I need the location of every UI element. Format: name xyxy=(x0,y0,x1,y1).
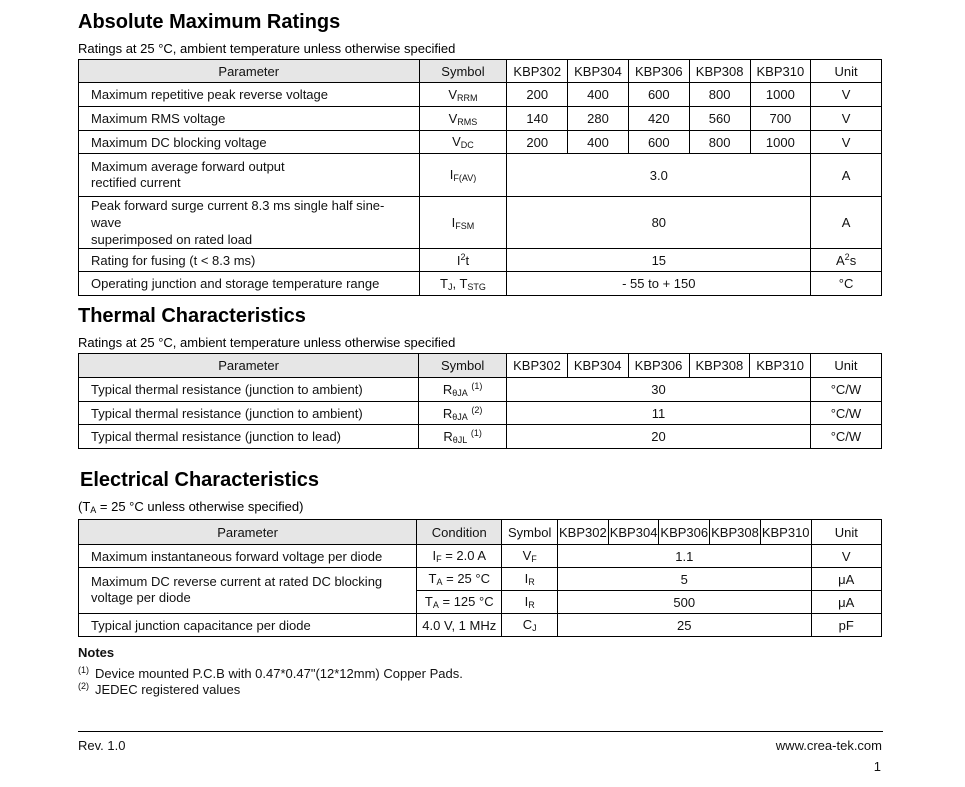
col-header: Symbol xyxy=(502,520,558,545)
table-row xyxy=(79,83,882,107)
param-cell: Operating junction and storage temperature range xyxy=(79,272,420,296)
value-cell: 1000 xyxy=(750,83,811,107)
subtitle-subscript: A xyxy=(90,505,97,515)
note-mark: (1) xyxy=(78,665,89,675)
col-header: KBP302 xyxy=(558,520,609,545)
value-cell: - 55 to + 150 xyxy=(507,272,811,296)
symbol-text: V xyxy=(452,134,461,149)
table-row xyxy=(79,249,882,272)
unit-cell: V xyxy=(811,131,882,154)
unit-cell: μA xyxy=(811,568,881,591)
param-line: superimposed on rated load xyxy=(91,232,253,247)
value-cell: 1.1 xyxy=(558,545,812,568)
symbol-cell xyxy=(419,249,507,272)
unit-superscript: 2 xyxy=(844,252,850,262)
condition-subscript: F xyxy=(436,554,442,564)
value-cell: 400 xyxy=(568,131,629,154)
symbol-subscript: θJA xyxy=(452,411,468,422)
symbol-subscript: R xyxy=(528,577,535,587)
condition-subscript: A xyxy=(436,577,443,587)
symbol-text: I xyxy=(456,253,461,268)
condition-text: = 125 °C xyxy=(438,594,494,609)
symbol-subscript: θJL xyxy=(452,435,468,445)
value-cell: 30 xyxy=(507,378,811,402)
param-cell: Typical thermal resistance (junction to ambient) xyxy=(79,402,419,425)
param-cell: Typical thermal resistance (junction to lead) xyxy=(79,425,419,449)
unit-text: s xyxy=(849,253,857,268)
note-item xyxy=(78,665,463,681)
table-row xyxy=(79,568,882,591)
thermal-title: Thermal Characteristics xyxy=(78,305,306,327)
symbol-subscript: RRM xyxy=(457,92,478,103)
note-reference: (2) xyxy=(471,404,483,415)
value-cell: 3.0 xyxy=(507,154,811,197)
symbol-subscript: R xyxy=(528,600,535,610)
symbol-text: I xyxy=(524,594,529,609)
col-header: Parameter xyxy=(79,60,420,83)
symbol-cell xyxy=(419,107,507,131)
amr-title: Absolute Maximum Ratings xyxy=(78,11,341,33)
notes-title: Notes xyxy=(78,645,115,660)
unit-cell: pF xyxy=(811,614,881,637)
value-cell: 200 xyxy=(507,83,568,107)
col-header: Symbol xyxy=(419,60,507,83)
symbol-cell xyxy=(502,545,558,568)
unit-cell: V xyxy=(811,545,881,568)
symbol-subscript: F xyxy=(531,554,537,564)
electrical-table xyxy=(78,519,882,637)
revision-label: Rev. 1.0 xyxy=(78,738,126,753)
param-cell xyxy=(79,197,420,249)
symbol-text: I xyxy=(524,571,529,586)
symbol-subscript: STG xyxy=(467,281,486,292)
value-cell: 700 xyxy=(750,107,811,131)
symbol-subscript: DC xyxy=(460,140,474,150)
symbol-text: R xyxy=(443,429,453,444)
unit-text: A xyxy=(836,253,845,268)
col-header: KBP310 xyxy=(750,354,811,378)
col-header: KBP308 xyxy=(689,354,750,378)
condition-cell xyxy=(417,545,502,568)
symbol-text: V xyxy=(448,110,458,126)
param-line: voltage per diode xyxy=(91,590,191,605)
unit-cell: °C/W xyxy=(810,378,881,402)
note-text: JEDEC registered values xyxy=(95,682,241,697)
table-row xyxy=(79,545,882,568)
amr-subtitle: Ratings at 25 °C, ambient temperature unless otherwise specified xyxy=(78,41,456,56)
amr-table xyxy=(78,59,882,296)
value-cell: 800 xyxy=(689,83,750,107)
col-header: KBP304 xyxy=(608,520,659,545)
table-row xyxy=(79,197,882,249)
col-header: Parameter xyxy=(79,520,417,545)
param-cell: Typical junction capacitance per diode xyxy=(79,614,417,637)
col-header: Unit xyxy=(811,520,881,545)
value-cell: 400 xyxy=(568,83,629,107)
symbol-cell xyxy=(502,568,558,591)
table-row xyxy=(79,425,882,449)
condition-subscript: A xyxy=(432,600,439,610)
symbol-text: C xyxy=(522,617,533,632)
note-reference: (1) xyxy=(470,428,482,438)
param-line: Maximum average forward output xyxy=(91,159,285,174)
symbol-text: I xyxy=(451,214,456,230)
page-number: 1 xyxy=(873,759,881,774)
value-cell: 80 xyxy=(507,197,811,249)
unit-cell: V xyxy=(811,107,882,131)
symbol-text: R xyxy=(442,405,453,421)
unit-cell: °C/W xyxy=(810,425,881,449)
condition-text: I xyxy=(432,548,437,563)
value-cell: 500 xyxy=(558,591,812,614)
param-cell: Typical thermal resistance (junction to ambient) xyxy=(79,378,419,402)
condition-text: = 2.0 A xyxy=(441,548,487,563)
condition-text: = 25 °C xyxy=(442,571,490,586)
value-cell: 11 xyxy=(507,402,811,425)
table-header-row xyxy=(79,520,882,545)
symbol-text: , T xyxy=(452,275,468,291)
electrical-title: Electrical Characteristics xyxy=(80,469,320,491)
condition-cell: 4.0 V, 1 MHz xyxy=(417,614,502,637)
unit-cell: A xyxy=(811,197,882,249)
note-item xyxy=(78,681,240,697)
symbol-cell xyxy=(419,378,507,402)
condition-cell xyxy=(417,568,502,591)
electrical-subtitle xyxy=(78,499,303,515)
symbol-cell xyxy=(419,272,507,296)
symbol-text: T xyxy=(440,275,448,291)
condition-text: T xyxy=(424,594,433,609)
symbol-text: V xyxy=(448,86,458,102)
table-header-row xyxy=(79,354,882,378)
param-cell: Maximum DC blocking voltage xyxy=(79,131,420,154)
thermal-subtitle: Ratings at 25 °C, ambient temperature unless otherwise specified xyxy=(78,335,456,350)
value-cell: 800 xyxy=(689,131,750,154)
col-header: Symbol xyxy=(419,354,507,378)
symbol-subscript: J xyxy=(447,281,453,292)
table-row xyxy=(79,131,882,154)
unit-cell xyxy=(811,249,882,272)
value-cell: 200 xyxy=(507,131,568,154)
symbol-text: R xyxy=(442,382,453,397)
symbol-subscript: F(AV) xyxy=(453,173,477,183)
symbol-cell xyxy=(419,83,507,107)
unit-cell: °C xyxy=(811,272,882,296)
col-header: KBP306 xyxy=(628,60,689,83)
param-cell: Maximum instantaneous forward voltage per diode xyxy=(79,545,417,568)
value-cell: 420 xyxy=(628,107,689,131)
table-row xyxy=(79,272,882,296)
value-cell: 20 xyxy=(507,425,811,449)
value-cell: 600 xyxy=(628,131,689,154)
col-header: KBP310 xyxy=(760,520,811,545)
value-cell: 560 xyxy=(689,107,750,131)
unit-cell: °C/W xyxy=(810,402,881,425)
value-cell: 15 xyxy=(507,249,811,272)
note-reference: (1) xyxy=(471,381,483,391)
symbol-subscript: J xyxy=(532,623,537,633)
col-header: Condition xyxy=(417,520,502,545)
symbol-cell xyxy=(419,154,507,197)
unit-cell: A xyxy=(811,154,882,197)
table-row xyxy=(79,402,882,425)
symbol-subscript: RMS xyxy=(457,116,478,127)
col-header: KBP306 xyxy=(628,354,689,378)
symbol-cell xyxy=(419,402,507,425)
col-header: Parameter xyxy=(79,354,419,378)
footer-divider xyxy=(78,731,883,732)
param-line: Maximum DC reverse current at rated DC blocking xyxy=(91,574,383,589)
value-cell: 25 xyxy=(558,614,812,637)
symbol-cell xyxy=(419,197,507,249)
value-cell: 1000 xyxy=(750,131,811,154)
condition-cell xyxy=(417,591,502,614)
symbol-subscript: FSM xyxy=(455,220,475,231)
value-cell: 280 xyxy=(568,107,629,131)
note-mark: (2) xyxy=(78,681,89,691)
param-line: rectified current xyxy=(91,175,181,190)
col-header: Unit xyxy=(810,354,881,378)
symbol-cell xyxy=(419,131,507,154)
value-cell: 5 xyxy=(558,568,812,591)
param-cell xyxy=(79,568,417,614)
table-row xyxy=(79,107,882,131)
col-header: KBP304 xyxy=(567,354,628,378)
symbol-text: t xyxy=(465,253,470,268)
value-cell: 140 xyxy=(507,107,568,131)
table-row xyxy=(79,154,882,197)
subtitle-text: = 25 °C unless otherwise specified) xyxy=(96,499,304,514)
param-cell: Maximum repetitive peak reverse voltage xyxy=(79,83,420,107)
symbol-cell xyxy=(502,591,558,614)
table-row xyxy=(79,614,882,637)
website-link[interactable]: www.crea-tek.com xyxy=(775,738,882,753)
param-cell: Rating for fusing (t < 8.3 ms) xyxy=(79,249,420,272)
note-text: Device mounted P.C.B with 0.47*0.47"(12*12mm) Copper Pads. xyxy=(95,666,463,681)
col-header: KBP302 xyxy=(507,354,568,378)
col-header: KBP302 xyxy=(507,60,568,83)
unit-cell: μA xyxy=(811,591,881,614)
col-header: KBP306 xyxy=(659,520,710,545)
table-header-row xyxy=(79,60,882,83)
subtitle-text: (T xyxy=(78,499,91,514)
param-line: Peak forward surge current 8.3 ms single half sine-wave xyxy=(91,198,385,230)
value-cell: 600 xyxy=(628,83,689,107)
param-cell: Maximum RMS voltage xyxy=(79,107,420,131)
symbol-superscript: 2 xyxy=(460,252,466,262)
col-header: KBP310 xyxy=(750,60,811,83)
symbol-subscript: θJA xyxy=(452,388,468,398)
col-header: KBP308 xyxy=(689,60,750,83)
symbol-text: V xyxy=(522,548,532,563)
col-header: Unit xyxy=(811,60,882,83)
table-row xyxy=(79,378,882,402)
condition-text: T xyxy=(428,571,437,586)
param-cell xyxy=(79,154,420,197)
symbol-cell xyxy=(419,425,507,449)
unit-cell: V xyxy=(811,83,882,107)
col-header: KBP308 xyxy=(710,520,761,545)
symbol-cell xyxy=(502,614,558,637)
col-header: KBP304 xyxy=(568,60,629,83)
thermal-table xyxy=(78,353,882,449)
symbol-text: I xyxy=(449,167,454,182)
